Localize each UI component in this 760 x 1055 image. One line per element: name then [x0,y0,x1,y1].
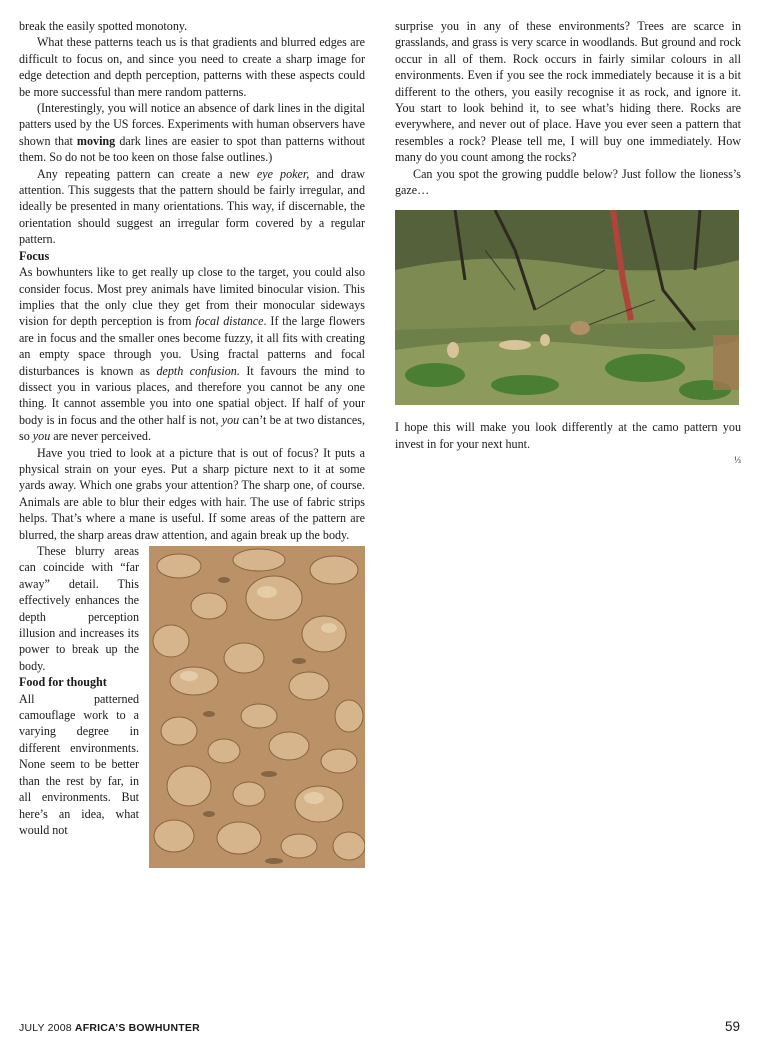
rocks-photo [149,546,365,868]
page-number: 59 [724,1019,740,1034]
paragraph: break the easily spotted monotony. [19,19,188,33]
text-run: Any repeating pattern can create a new [37,166,257,181]
paragraph: surprise you in any of these environments? Trees are scarce in grasslands, and grass is very scarce in woodlands. But ground and rock occur in all of them. Rock occurs in fairly similar colours in all environments. Even if you see the rock immediately because it is a bit different to the others, you easily recognise it as rock, and ignore it. You start to look behind it, to see what’s hiding there. Rocks are everywhere, and never out of place. Have you ever seen a pattern that resembles a rock? Please tell me, I will buy one immediately. How many do you count among the rocks? [395,19,741,165]
italic-text: depth confusion. [156,363,240,378]
text-run: can’t be at two distances, so [19,412,365,444]
text-run: It favours the mind to dissect you in various places, and therefore you cannot be any one thing. It cannot assemble you into one spatial object. If half of your body is in focus and the other half is not, [19,363,365,427]
paragraph: I hope this will make you look differently at the camo pattern you invest in for your next hunt. [395,420,741,451]
left-column [19,18,365,872]
text-run: and draw attention. This suggests that the pattern should be fairly irregular, and ideally be presented in many orientations. This way, if discernable, the orientation should suggest an irregular form covered by a regular pattern. [19,166,365,247]
text-run: are never perceived. [50,429,151,444]
text-run: As bowhunters like to get really up close to the target, you could also consider focus. Most prey animals have limited binocular vision. This implies that the only clue they get from their monocular sideways vision for depth perception is from [19,265,365,329]
paragraph: What these patterns teach us is that gradients and blurred edges are difficult to focus on, and since you need to create a sharp image for edge detection and depth perception, patterns with these aspects could be more successful than mere random patterns. [19,35,365,99]
paragraph: These blurry areas can coincide with “far away” detail. This effectively enhances the depth perception illusion and increases its power to break up the body. [19,544,139,673]
paragraph [19,166,365,248]
text-run: dark lines are easier to spot than patterns without them. So do not be too keen on those false outlines.) [19,133,365,165]
paragraph: Can you spot the growing puddle below? Just follow the lioness’s gaze… [395,166,741,198]
right-column [395,18,741,466]
bold-text: moving [76,133,116,148]
italic-text: eye poker, [256,166,310,181]
paragraph [19,100,365,166]
text-run: . If the large flowers are in focus and the smaller ones become fuzzy, it all fits with creating an empty space through you. Using fractal patterns and focal disturbances is known as [19,314,365,378]
italic-text: you [221,412,240,427]
end-mark: ⅓ [734,455,741,466]
section-heading-food-for-thought: Food for thought [19,675,107,690]
paragraph: All patterned camouflage work to a varying degree in different environments. None seem to be better than the rest by far, in all environments. But here’s an idea, what would not [19,691,139,837]
footer-date: JULY 2008 [19,1022,72,1034]
lioness-photo [395,210,739,405]
footer-issue [19,1022,200,1034]
section-heading-focus: Focus [19,248,50,263]
italic-text: you [32,429,51,444]
footer-magazine: AFRICA’S BOWHUNTER [74,1022,200,1034]
italic-text: focal distance [195,314,264,329]
paragraph [19,264,365,444]
text-run: (Interestingly, you will notice an absence of dark lines in the digital patters used by the US forces. Experiments with human observers have shown that [19,101,365,148]
paragraph: Have you tried to look at a picture that is out of focus? It puts a physical strain on your eyes. Put a sharp picture next to it at some yards away. Which one grabs your attention? The sharp one, of course. Animals are able to blur their edges with hair. The use of fabric strips helps. That’s where a mane is useful. If some areas of the pattern are blurred, the sharp areas draw attention, and again break up the body. [19,445,365,542]
